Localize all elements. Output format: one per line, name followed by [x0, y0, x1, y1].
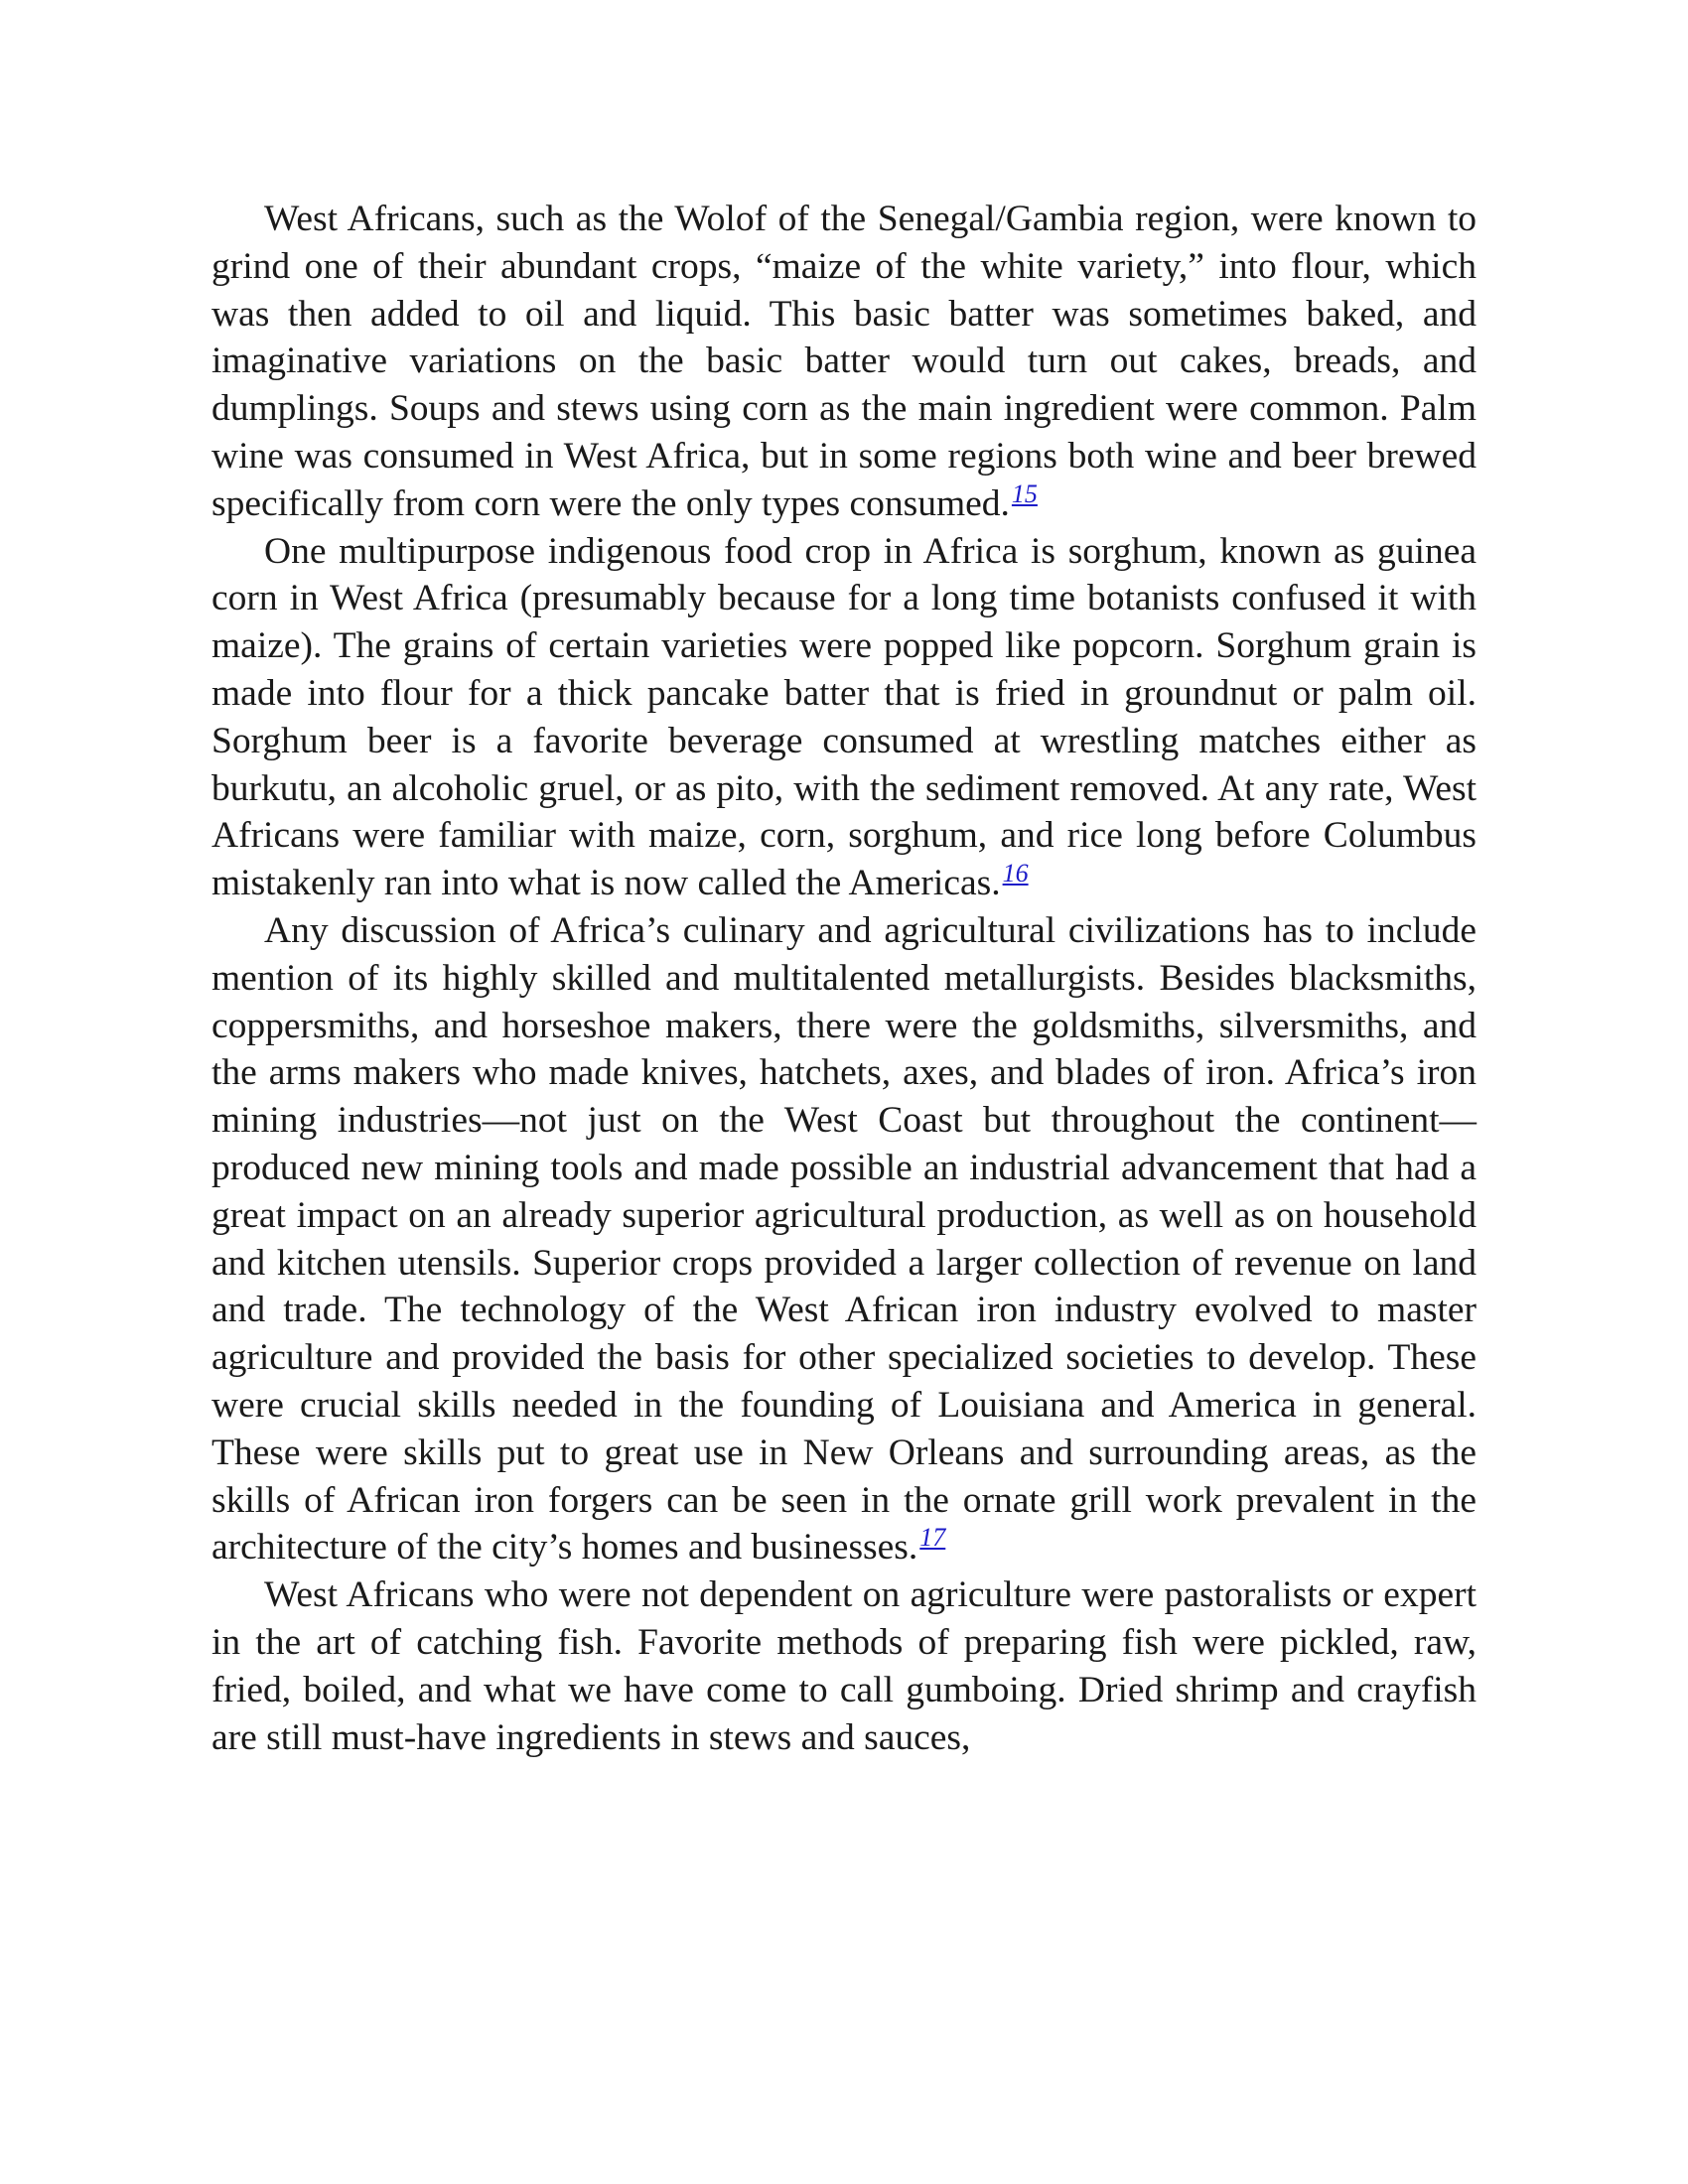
paragraph-3	[211, 907, 1477, 1571]
footnote-link-16[interactable]: 16	[1002, 859, 1029, 888]
paragraph-2-text: One multipurpose indigenous food crop in Africa is sorghum, known as guinea corn in West Africa (presumably because for a long time botanists confused it with maize). The grains of certain varieties were popped like popcorn. Sorghum grain is made into flour for a thick pancake batter that is fried in groundnut or palm oil. Sorghum beer is a favorite beverage consumed at wrestling matches either as burkutu, an alcoholic gruel, or as pito, with the sediment removed. At any rate, West Africans were familiar with maize, corn, sorghum, and rice long before Columbus mistakenly ran into what is now called the Americas.	[211, 530, 1477, 904]
page-body	[211, 196, 1477, 1761]
paragraph-2	[211, 528, 1477, 907]
paragraph-4	[211, 1571, 1477, 1761]
footnote-link-15[interactable]: 15	[1011, 478, 1038, 508]
paragraph-3-text: Any discussion of Africa’s culinary and agricultural civilizations has to include mention of its highly skilled and multitalented metallurgists. Besides blacksmiths, coppersmiths, and horseshoe makers, there were the goldsmiths, silversmiths, and the arms makers who made knives, hatchets, axes, and blades of iron. Africa’s iron mining industries—not just on the West Coast but throughout the continent—produced new mining tools and made possible an industrial advancement that had a great impact on an already superior agricultural production, as well as on household and kitchen utensils. Superior crops provided a larger collection of revenue on land and trade. The technology of the West African iron industry evolved to master agriculture and provided the basis for other specialized societies to develop. These were crucial skills needed in the founding of Louisiana and America in general. These were skills put to great use in New Orleans and surrounding areas, as the skills of African iron forgers can be seen in the ornate grill work prevalent in the architecture of the city’s homes and businesses.	[211, 909, 1477, 1569]
paragraph-1-text: West Africans, such as the Wolof of the Senegal/Gambia region, were known to grind one of their abundant crops, “maize of the white variety,” into flour, which was then added to oil and liquid. This basic batter was sometimes baked, and imaginative variations on the basic batter would turn out cakes, breads, and dumplings. Soups and stews using corn as the main ingredient were common. Palm wine was consumed in West Africa, but in some regions both wine and beer brewed specifically from corn were the only types consumed.	[211, 199, 1477, 524]
footnote-link-17[interactable]: 17	[919, 1523, 946, 1553]
paragraph-1	[211, 196, 1477, 528]
paragraph-4-text: West Africans who were not dependent on agriculture were pastoralists or expert in the art of catching fish. Favorite methods of preparing fish were pickled, raw, fried, boiled, and what we have come to call gumboing. Dried shrimp and crayfish are still must-have ingredients in stews and sauces,	[211, 1574, 1477, 1758]
